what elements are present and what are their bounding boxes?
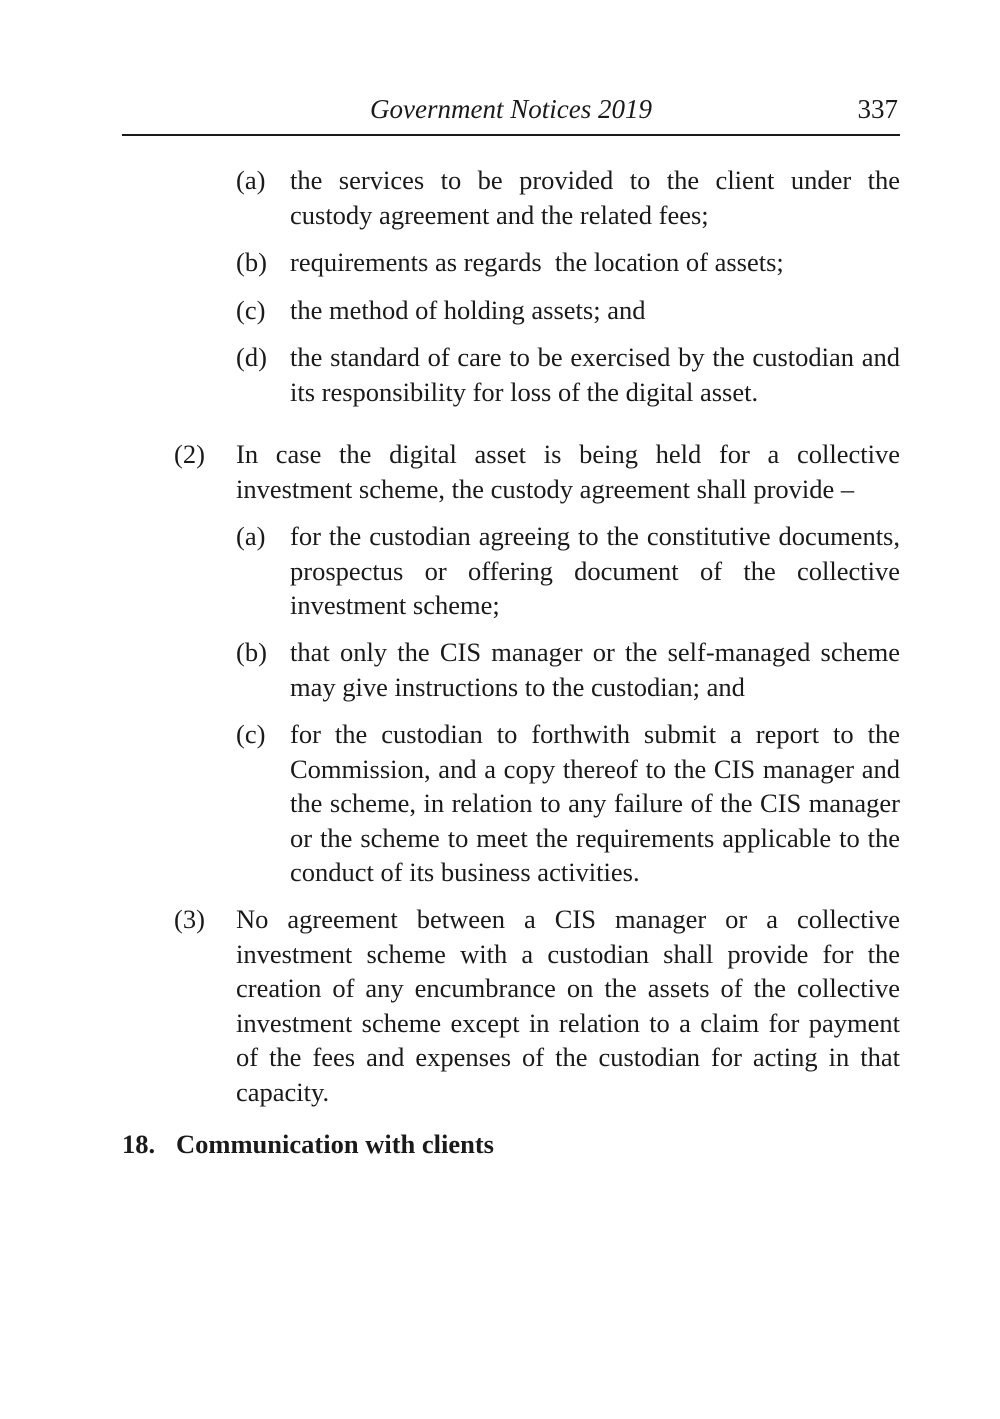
item-text: the services to be provided to the client under the custody agreement and the related fees; [290,165,900,230]
subsection-3 [174,902,900,1110]
list-item [236,717,900,891]
item-text: for the custodian agreeing to the constitutive documents, prospectus or offering document of the collective investment scheme; [290,521,900,620]
subsection-text: No agreement between a CIS manager or a collective investment scheme with a custodian shall provide for the creation of any encumbrance on the assets of the collective investment scheme except in relation to a claim for payment of the fees and expenses of the custodian for acting in that capacity. [236,904,900,1107]
subsection-text: In case the digital asset is being held for a collective investment scheme, the custody agreement shall provide – [236,439,900,504]
item-label: (a) [236,521,266,551]
list-item [236,293,900,329]
item-text: requirements as regards the location of assets; [290,247,784,277]
list-item [236,519,900,623]
list-item [236,163,900,233]
item-text: for the custodian to forthwith submit a report to the Commission, and a copy thereof to the CIS manager and the scheme, in relation to any failure of the CIS manager or the scheme to meet the requirements applicable to the conduct of its business activities. [290,719,900,887]
item-label: (b) [236,637,267,667]
item-text: the method of holding assets; and [290,295,646,325]
list-item [236,635,900,705]
subsection-label: (3) [174,904,205,934]
subsection-2 [174,437,900,507]
item-label: (d) [236,342,267,372]
section-number: 18. [122,1129,156,1159]
item-label: (a) [236,165,266,195]
subsection-label: (2) [174,439,205,469]
item-label: (b) [236,247,267,277]
item-text: the standard of care to be exercised by the custodian and its responsibility for loss of the digital asset. [290,342,900,407]
page-header [122,92,900,136]
header-title: Government Notices 2019 [370,94,652,124]
item-label: (c) [236,719,266,749]
item-label: (c) [236,295,266,325]
list-item [236,245,900,281]
section-title: Communication with clients [176,1129,494,1159]
item-text: that only the CIS manager or the self-managed scheme may give instructions to the custodian; and [290,637,900,702]
page-number: 337 [857,94,898,124]
list-item [236,340,900,410]
